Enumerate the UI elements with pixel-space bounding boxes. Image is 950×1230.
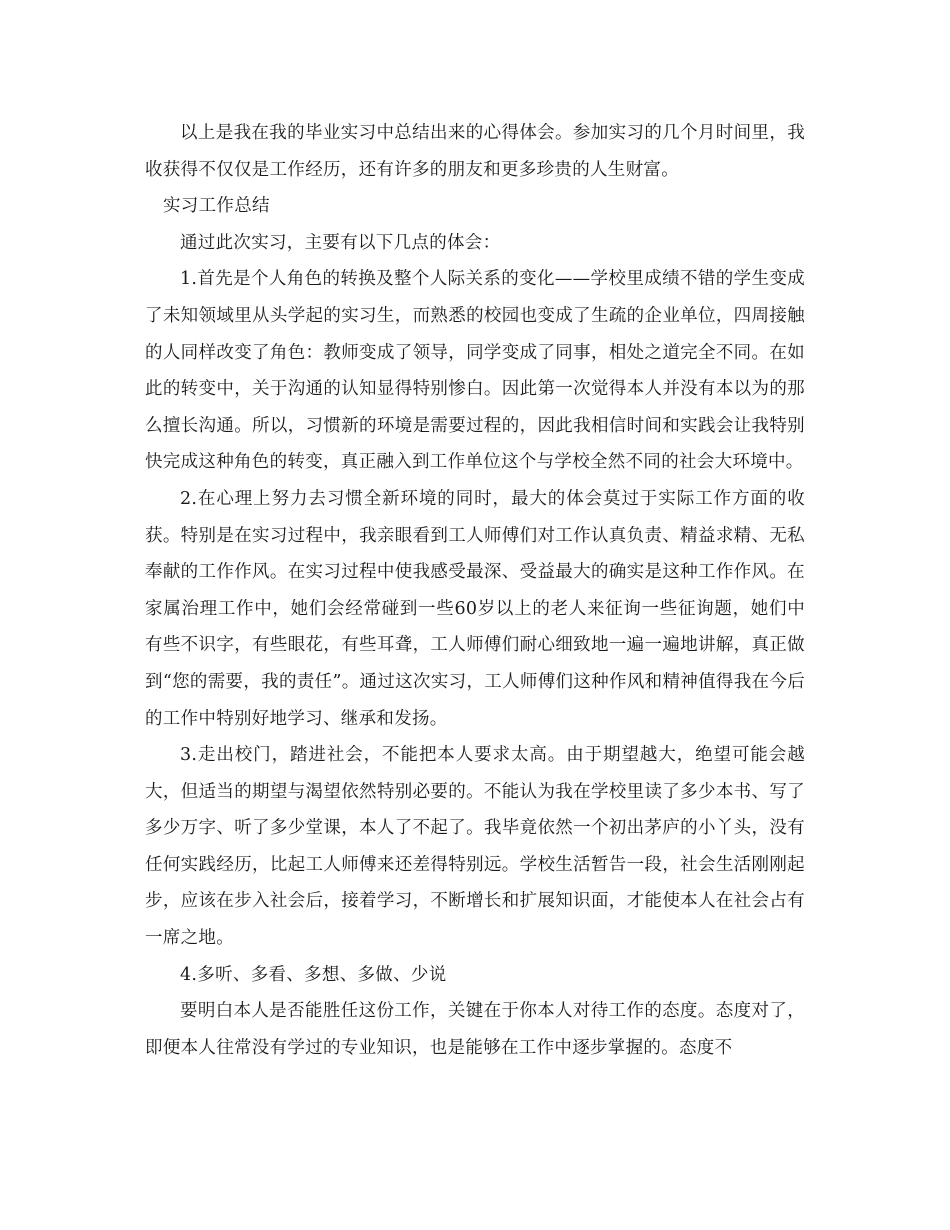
- point-1-paragraph: 1.首先是个人角色的转换及整个人际关系的变化——学校里成绩不错的学生变成了未知领域里从头学起的实习生，而熟悉的校园也变成了生疏的企业单位，四周接触的人同样改变了角色：教师变成了领导，同学变成了同事，相处之道完全不同。在如此的转变中，关于沟通的认知显得特别惨白。因此第一次觉得本人并没有本以为的那么擅长沟通。所以，习惯新的环境是需要过程的，因此我相信时间和实践会让我特别快完成这种角色的转变，真正融入到工作单位这个与学校全然不同的社会大环境中。: [145, 269, 805, 473]
- point-3-paragraph: 3.走出校门，踏进社会，不能把本人要求太高。由于期望越大，绝望可能会越大，但适当的期望与渴望依然特别必要的。不能认为我在学校里读了多少本书、写了多少万字、听了多少堂课，本人了不起了。我毕竟依然一个初出茅庐的小丫头，没有任何实践经历，比起工人师傅来还差得特别远。学校生活暂告一段，社会生活刚刚起步，应该在步入社会后，接着学习，不断增长和扩展知识面，才能使本人在社会占有一席之地。: [145, 745, 805, 949]
- document-body: [145, 115, 805, 1066]
- point-4-paragraph: 要明白本人是否能胜任这份工作，关键在于你本人对待工作的态度。态度对了，即便本人往常没有学过的专业知识，也是能够在工作中逐步掌握的。态度不: [145, 1001, 805, 1058]
- section-title: 实习工作总结: [163, 196, 270, 217]
- point-4-title: 4.多听、多看、多想、多做、少说: [180, 964, 447, 985]
- point-2-paragraph: 2.在心理上努力去习惯全新环境的同时，最大的体会莫过于实际工作方面的收获。特别是在实习过程中，我亲眼看到工人师傅们对工作认真负责、精益求精、无私奉献的工作作风。在实习过程中使我感受最深、受益最大的确实是这种工作作风。在家属治理工作中，她们会经常碰到一些60岁以上的老人来征询一些征询题，她们中有些不识字，有些眼花，有些耳聋，工人师傅们耐心细致地一遍一遍地讲解，真正做到“您的需要，我的责任”。通过这次实习，工人师傅们这种作风和精神值得我在今后的工作中特别好地学习、继承和发扬。: [145, 488, 805, 729]
- intro-paragraph: 以上是我在我的毕业实习中总结出来的心得体会。参加实习的几个月时间里，我收获得不仅仅是工作经历，还有许多的朋友和更多珍贵的人生财富。: [145, 123, 805, 180]
- lead-paragraph: 通过此次实习，主要有以下几点的体会：: [180, 232, 501, 253]
